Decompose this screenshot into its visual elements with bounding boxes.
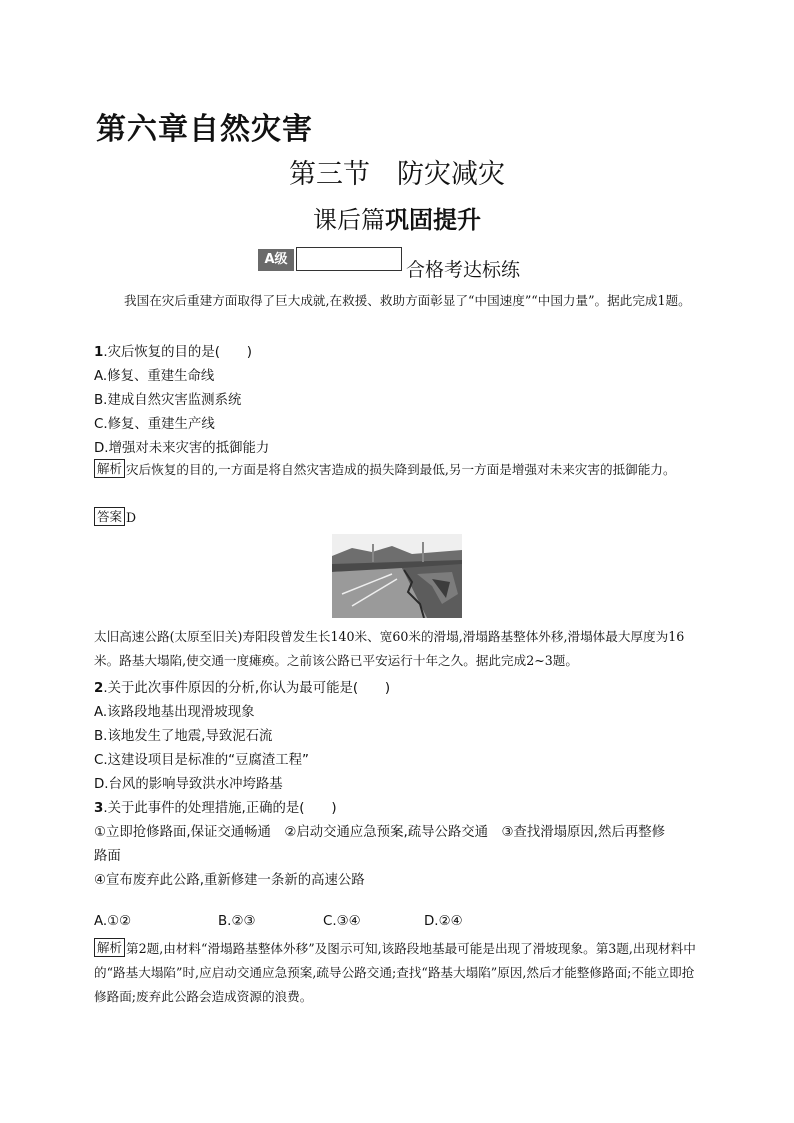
q2-option-a: A.该路段地基出现滑坡现象	[94, 705, 255, 720]
answer-tag: 答案	[94, 507, 125, 526]
answer-text: D	[126, 510, 137, 525]
question-number: 3	[94, 801, 104, 816]
question-number: 2	[94, 681, 104, 696]
question-text: .关于此次事件原因的分析,你认为最可能是( )	[103, 681, 391, 696]
q3-statement-2: ④宣布废弃此公路,重新修建一条新的高速公路	[94, 873, 365, 888]
q1-analysis	[94, 458, 696, 482]
analysis-tag: 解析	[94, 459, 125, 478]
level-blank-box	[296, 247, 402, 271]
intro-passage-1: 我国在灾后重建方面取得了巨大成就,在救援、救助方面彰显了“中国速度”“中国力量”。据此完成1题。	[124, 293, 691, 308]
analysis-tag: 解析	[94, 938, 125, 957]
level-label: 合格考达标练	[406, 259, 521, 281]
q3-choice-a: A.①②	[94, 914, 132, 929]
photo-graphic	[332, 534, 462, 618]
q2-option-b: B.该地发生了地震,导致泥石流	[94, 729, 273, 744]
question-number: 1	[94, 345, 104, 360]
q3-choice-d: D.②④	[424, 914, 463, 929]
q3-statement-1: ①立即抢修路面,保证交通畅通 ②启动交通应急预案,疏导公路交通 ③查找滑塌原因,然后再整修	[94, 825, 666, 840]
highway-collapse-photo	[332, 534, 462, 618]
chapter-title: 第六章自然灾害	[96, 112, 313, 147]
q2-q3-analysis	[94, 937, 696, 1009]
q3-statement-1-cont: 路面	[94, 849, 121, 864]
question-text: .关于此事件的处理措施,正确的是( )	[103, 801, 337, 816]
level-badge: A级	[258, 249, 294, 271]
intro-passage-2: 太旧高速公路(太原至旧关)寿阳段曾发生长140米、宽60米的滑塌,滑塌路基整体外移,滑塌体最大厚度为16米。路基大塌陷,使交通一度瘫痪。之前该公路已平安运行十年之久。据此完成2~3题。	[94, 629, 685, 668]
q1-answer	[94, 506, 696, 530]
q1-option-b: B.建成自然灾害监测系统	[94, 393, 242, 408]
q1-option-c: C.修复、重建生产线	[94, 417, 215, 432]
analysis-text: 灾后恢复的目的,一方面是将自然灾害造成的损失降到最低,另一方面是增强对未来灾害的抵御能力。	[126, 462, 676, 477]
q2-option-d: D.台风的影响导致洪水冲垮路基	[94, 777, 283, 792]
question-text: .灾后恢复的目的是( )	[103, 345, 252, 360]
q3-choice-b: B.②③	[218, 914, 256, 929]
q2-option-c: C.这建设项目是标准的“豆腐渣工程”	[94, 753, 309, 768]
question-2-stem	[94, 677, 390, 696]
question-3-stem	[94, 797, 337, 816]
q1-option-d: D.增强对未来灾害的抵御能力	[94, 441, 270, 456]
analysis-text: 第2题,由材料“滑塌路基整体外移”及图示可知,该路段地基最可能是出现了滑坡现象。第3题,出现材料中的“路基大塌陷”时,应启动交通应急预案,疏导公路交通;查找“路基大塌陷”原因,然后才能整修路面;不能立即抢修路面;废弃此公路会造成资源的浪费。	[94, 941, 696, 1004]
subtitle-bold: 巩固提升	[385, 206, 481, 234]
q1-option-a: A.修复、重建生命线	[94, 369, 215, 384]
question-1-stem	[94, 341, 252, 360]
subtitle	[0, 200, 794, 235]
section-title: 第三节 防灾减灾	[289, 159, 505, 190]
q3-choice-c: C.③④	[323, 914, 361, 929]
subtitle-regular: 课后篇	[313, 206, 385, 234]
